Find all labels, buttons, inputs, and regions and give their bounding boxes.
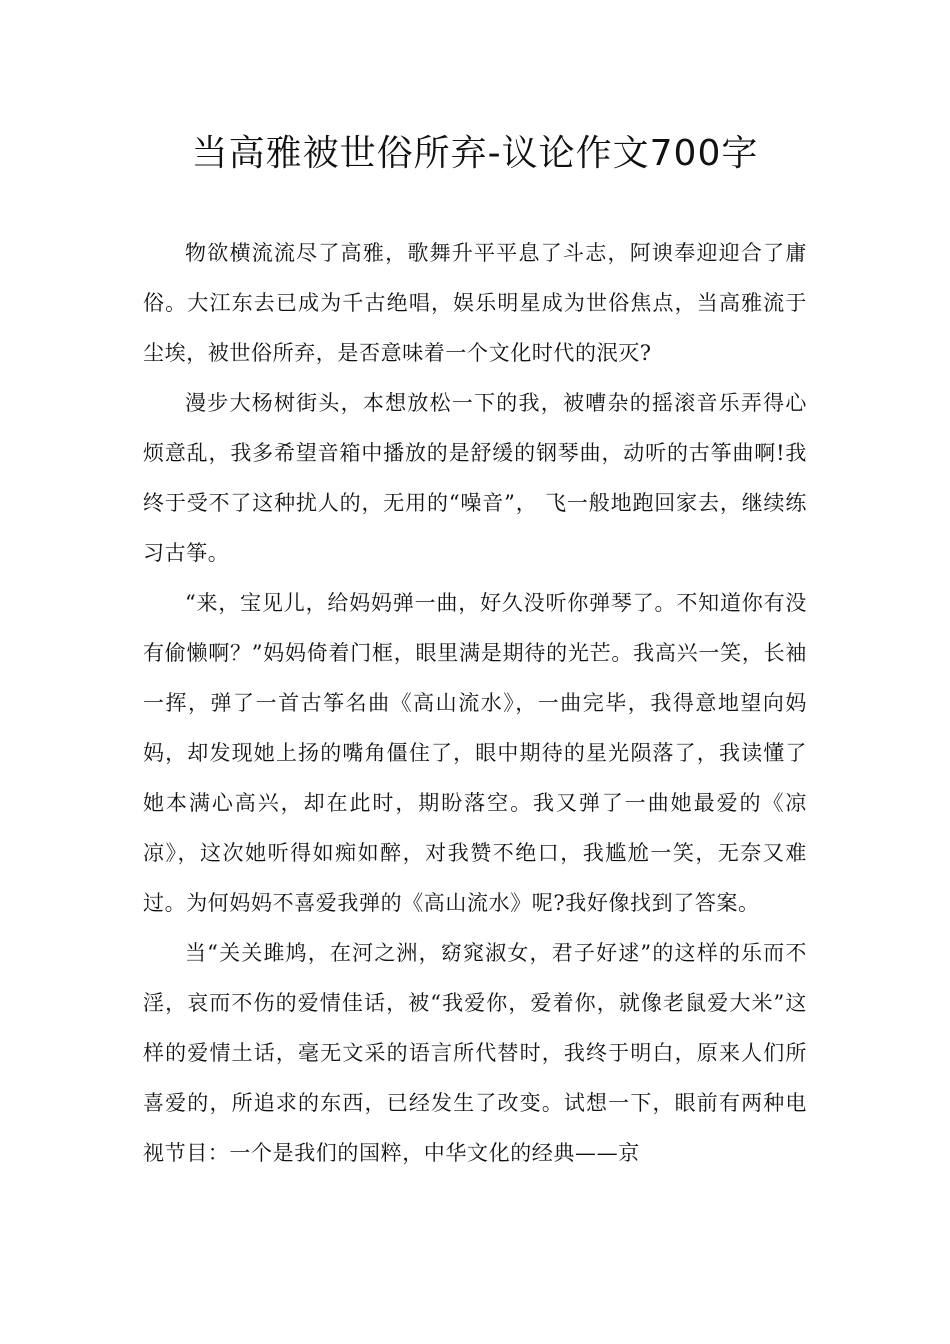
article-body <box>143 228 807 1178</box>
paragraph-1: 物欲横流流尽了高雅，歌舞升平平息了斗志，阿谀奉迎迎合了庸俗。大江东去已成为千古绝唱，娱乐明星成为世俗焦点，当高雅流于尘埃，被世俗所弃，是否意味着一个文化时代的泯灭? <box>143 241 807 365</box>
paragraph-3: “来，宝见儿，给妈妈弹一曲，好久没听你弹琴了。不知道你有没有偷懒啊？”妈妈倚着门框，眼里满是期待的光芒。我高兴一笑，长袖一挥，弹了一首古筝名曲《高山流水》，一曲完毕，我得意地望向妈妈，却发现她上扬的嘴角僵住了，眼中期待的星光陨落了，我读懂了她本满心高兴，却在此时，期盼落空。我又弹了一曲她最爱的《凉凉》，这次她听得如痴如醉，对我赞不绝口，我尴尬一笑，无奈又难过。为何妈妈不喜爱我弹的《高山流水》呢?我好像找到了答案。 <box>143 591 807 915</box>
paragraph-4: 当“关关雎鸠，在河之洲，窈窕淑女，君子好逑”的这样的乐而不淫，哀而不伤的爱情佳话，被“我爱你，爱着你，就像老鼠爱大米”这样的爱情土话，毫无文采的语言所代替时，我终于明白，原来人们所喜爱的，所追求的东西，已经发生了改变。试想一下，眼前有两种电视节目：一个是我们的国粹，中华文化的经典——京 <box>143 941 807 1165</box>
page-title: 当高雅被世俗所弃-议论作文700字 <box>191 133 759 174</box>
paragraph-2: 漫步大杨树街头，本想放松一下的我，被嘈杂的摇滚音乐弄得心烦意乱，我多希望音箱中播放的是舒缓的钢琴曲，动听的古筝曲啊!我终于受不了这种扰人的，无用的“噪音”， 飞一般地跑回家去，继续练习古筝。 <box>143 391 807 565</box>
